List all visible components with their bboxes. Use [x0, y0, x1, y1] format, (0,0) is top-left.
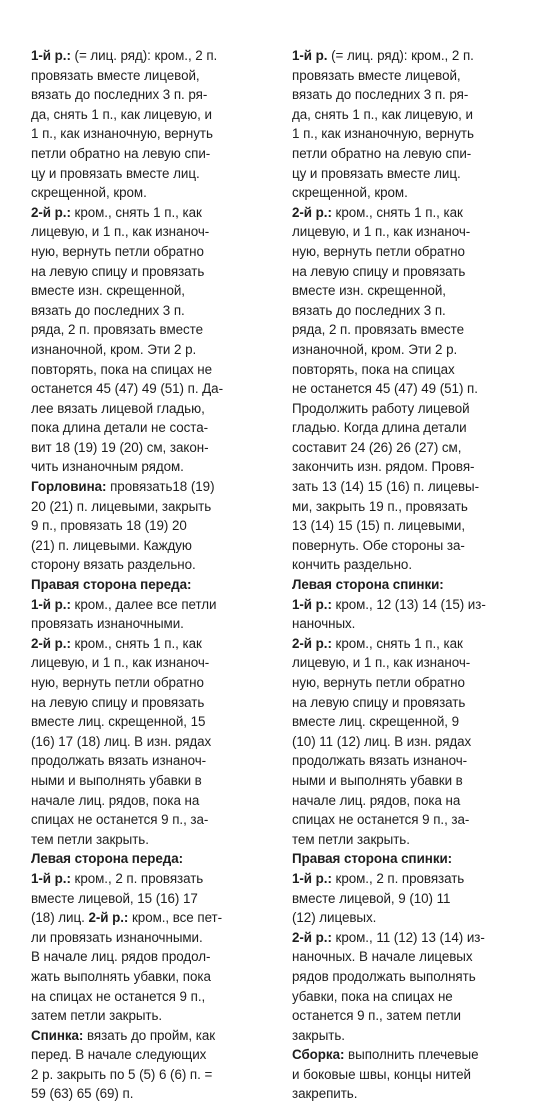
bold-heading-text: 1-й р.: — [31, 870, 71, 886]
text-line — [31, 477, 279, 497]
body-text: сторону вязать раздельно. — [31, 557, 196, 573]
text-line — [292, 242, 540, 262]
body-text: ную, вернуть петли обратно — [31, 675, 204, 690]
text-line — [31, 457, 279, 477]
text-line — [31, 771, 279, 791]
text-line — [292, 967, 540, 987]
text-line — [31, 203, 279, 223]
bold-heading-text: Спинка: — [31, 1027, 84, 1043]
text-line — [31, 418, 279, 438]
body-text: петли обратно на левую спи- — [292, 145, 472, 161]
body-text: ную, вернуть петли обратно — [292, 243, 465, 259]
text-line — [292, 653, 540, 673]
body-text: ную, вернуть петли обратно — [292, 675, 465, 690]
text-line — [31, 320, 279, 340]
text-line — [292, 830, 540, 850]
bold-heading-text: 2-й р.: — [292, 635, 332, 651]
body-text: ными и выполнять убавки в — [31, 772, 202, 788]
body-text: спицах не останется 9 п., за- — [292, 812, 470, 828]
body-text: жать выполнять убавки, пока — [31, 968, 211, 984]
body-text: продолжать вязать изнаноч- — [292, 753, 468, 769]
text-line — [31, 634, 279, 654]
body-text: 2 р. закрыть по 5 (5) 6 (6) п. = — [31, 1066, 213, 1082]
right-text-column — [292, 46, 540, 1104]
text-line — [31, 595, 279, 615]
text-line — [292, 379, 540, 399]
text-line — [292, 849, 540, 869]
text-line — [31, 222, 279, 242]
body-text: на левую спицу и провязать — [31, 263, 205, 279]
body-text: лицевую, и 1 п., как изнаноч- — [31, 224, 210, 240]
body-text: да, снять 1 п., как лицевую, и — [292, 106, 473, 122]
text-line — [292, 497, 540, 517]
text-line — [292, 516, 540, 536]
text-line — [31, 751, 279, 771]
body-text: 9 п., провязать 18 (19) 20 — [31, 518, 187, 534]
text-line — [31, 889, 279, 909]
text-line — [292, 281, 540, 301]
text-line — [292, 889, 540, 909]
text-line — [292, 183, 540, 203]
body-text: 59 (63) 65 (69) п. — [31, 1086, 134, 1102]
text-line — [292, 477, 540, 497]
text-line — [31, 967, 279, 987]
body-text: кром., 12 (13) 14 (15) из- — [331, 596, 486, 612]
body-text: кром., 11 (12) 13 (14) из- — [331, 929, 485, 945]
text-line — [292, 732, 540, 752]
body-text: 20 (21) п. лицевыми, закрыть — [31, 498, 212, 514]
text-line — [292, 1084, 540, 1104]
body-text: и боковые швы, концы нитей — [292, 1066, 471, 1082]
body-text: повторять, пока на спицах не — [31, 361, 213, 377]
body-text: начале лиц. рядов, пока на — [31, 792, 200, 808]
body-text: кончить раздельно. — [292, 557, 412, 573]
body-text: повторять, пока на спицах — [292, 361, 455, 377]
body-text: кром., далее все петли — [70, 596, 217, 612]
body-text: лицевую, и 1 п., как изнаноч- — [292, 224, 471, 240]
text-line — [31, 85, 279, 105]
body-text: ми, закрыть 19 п., провязать — [292, 498, 468, 514]
text-line — [31, 928, 279, 948]
text-line — [292, 301, 540, 321]
text-line — [292, 1026, 540, 1046]
body-text: 1 п., как изнаночную, вернуть — [31, 126, 213, 142]
text-line — [292, 222, 540, 242]
text-line — [292, 869, 540, 889]
body-text: наночных. В начале лицевых — [292, 949, 473, 965]
text-line — [31, 1065, 279, 1085]
text-line — [31, 536, 279, 556]
body-text: провязать изнаночными. — [31, 616, 184, 632]
body-text: цу и провязать вместе лиц. — [292, 165, 461, 181]
text-line — [292, 360, 540, 380]
bold-heading-text: Левая сторона переда: — [31, 851, 184, 867]
body-text: закончить изн. рядом. Провя- — [292, 459, 475, 475]
body-text: наночных. — [292, 616, 356, 632]
body-text: изнаночной, кром. Эти 2 р. — [31, 341, 197, 357]
text-line — [31, 262, 279, 282]
text-line — [31, 947, 279, 967]
text-line — [31, 360, 279, 380]
body-text: вместе изн. скрещенной, — [292, 283, 446, 299]
body-text: кром., снять 1 п., как — [331, 204, 463, 220]
body-text: на спицах не останется 9 п., — [31, 988, 206, 1004]
text-line — [31, 1045, 279, 1065]
text-line — [31, 46, 279, 66]
text-line — [292, 457, 540, 477]
body-text: кром., снять 1 п., как — [70, 635, 202, 651]
text-line — [31, 810, 279, 830]
text-line — [31, 105, 279, 125]
text-line — [292, 791, 540, 811]
bold-heading-text: 1-й р.: — [292, 596, 332, 612]
text-line — [31, 1006, 279, 1026]
text-line — [292, 1045, 540, 1065]
bold-heading-text: 2-й р.: — [292, 204, 332, 220]
body-text: перед. В начале следующих — [31, 1047, 207, 1063]
body-text: гладью. Когда длина детали — [292, 420, 467, 436]
text-line — [31, 124, 279, 144]
body-text: (= лиц. ряд): кром., 2 п. — [70, 48, 218, 63]
bold-heading-text: Правая сторона переда: — [31, 577, 192, 593]
text-line — [31, 183, 279, 203]
body-text: не останется 45 (47) 49 (51) п. — [292, 381, 478, 397]
text-line — [292, 164, 540, 184]
text-line — [31, 673, 279, 693]
body-text: вязать до последних 3 п. ря- — [31, 87, 208, 103]
text-line — [31, 379, 279, 399]
body-text: ряда, 2 п. провязать вместе — [292, 322, 464, 338]
text-line — [292, 1006, 540, 1026]
bold-heading-text: Горловина: — [31, 479, 107, 495]
text-line — [31, 164, 279, 184]
text-line — [292, 399, 540, 419]
body-text: повернуть. Обе стороны за- — [292, 537, 465, 553]
text-line — [31, 1026, 279, 1046]
body-text: (12) лицевых. — [292, 910, 377, 926]
body-text: петли обратно на левую спи- — [31, 145, 211, 161]
text-line — [31, 340, 279, 360]
text-line — [31, 516, 279, 536]
body-text: лее вязать лицевой гладью, — [31, 400, 205, 416]
text-line — [292, 987, 540, 1007]
bold-heading-text: Правая сторона спинки: — [292, 851, 453, 867]
body-text: спицах не останется 9 п., за- — [31, 812, 209, 828]
body-text: закрепить. — [292, 1086, 358, 1102]
body-text: на левую спицу и провязать — [31, 694, 205, 710]
text-line — [292, 928, 540, 948]
body-text: тем петли закрыть. — [292, 831, 410, 847]
body-text: составит 24 (26) 26 (27) см, — [292, 439, 462, 455]
body-text: провязать вместе лицевой, — [292, 67, 461, 83]
text-line — [292, 105, 540, 125]
body-text: останется 45 (47) 49 (51) п. Да- — [31, 381, 223, 397]
body-text: лицевую, и 1 п., как изнаноч- — [292, 655, 471, 671]
body-text: тем петли закрыть. — [31, 831, 149, 847]
body-text: скрещенной, кром. — [292, 185, 408, 201]
body-text: на левую спицу и провязать — [292, 263, 466, 279]
body-text: лицевую, и 1 п., как изнаноч- — [31, 655, 210, 671]
bold-heading-text: 2-й р.: — [31, 635, 71, 651]
text-line — [31, 791, 279, 811]
body-text: Продолжить работу лицевой — [292, 400, 470, 416]
body-text: (18) лиц. — [31, 910, 89, 926]
body-text: вместе изн. скрещенной, — [31, 283, 185, 299]
text-line — [292, 908, 540, 928]
body-text: кром., все пет- — [128, 910, 223, 926]
body-text: кром., 2 п. провязать — [70, 870, 204, 886]
bold-heading-text: 1-й р.: — [31, 48, 71, 63]
bold-heading-text: 2-й р.: — [292, 929, 332, 945]
text-line — [31, 653, 279, 673]
left-text-column — [31, 46, 279, 1104]
body-text: провязать вместе лицевой, — [31, 67, 200, 83]
text-line — [292, 320, 540, 340]
text-line — [31, 732, 279, 752]
text-line — [31, 987, 279, 1007]
body-text: (16) 17 (18) лиц. В изн. рядах — [31, 733, 212, 749]
text-line — [31, 693, 279, 713]
bold-heading-text: 2-й р.: — [88, 910, 129, 926]
body-text: выполнить плечевые — [344, 1047, 479, 1063]
body-text: рядов продолжать выполнять — [292, 968, 476, 984]
text-line — [292, 810, 540, 830]
body-text: ли провязать изнаночными. — [31, 929, 203, 945]
text-line — [31, 614, 279, 634]
text-line — [31, 281, 279, 301]
text-line — [292, 262, 540, 282]
body-text: (= лиц. ряд): кром., 2 п. — [327, 48, 474, 63]
text-line — [31, 849, 279, 869]
body-text: зать 13 (14) 15 (16) п. лицевы- — [292, 479, 480, 495]
text-line — [292, 634, 540, 654]
text-line — [31, 242, 279, 262]
bold-heading-text: 1-й р. — [292, 48, 328, 63]
body-text: 13 (14) 15 (15) п. лицевыми, — [292, 518, 465, 534]
text-line — [292, 673, 540, 693]
body-text: цу и провязать вместе лиц. — [31, 165, 200, 181]
body-text: вместе лиц. скрещенной, 15 — [31, 714, 206, 730]
text-line — [292, 947, 540, 967]
bold-heading-text: 2-й р.: — [31, 204, 71, 220]
body-text: вит 18 (19) 19 (20) см, закон- — [31, 439, 209, 455]
text-line — [31, 301, 279, 321]
body-text: ряда, 2 п. провязать вместе — [31, 322, 203, 338]
text-line — [292, 614, 540, 634]
body-text: (21) п. лицевыми. Каждую — [31, 537, 192, 553]
body-text: вязать до последних 3 п. ря- — [292, 87, 469, 103]
body-text: вместе лицевой, 9 (10) 11 — [292, 890, 451, 906]
body-text: скрещенной, кром. — [31, 185, 147, 201]
body-text: вместе лицевой, 15 (16) 17 — [31, 890, 198, 906]
text-line — [292, 1065, 540, 1085]
bold-heading-text: 1-й р.: — [292, 870, 332, 886]
body-text: (10) 11 (12) лиц. В изн. рядах — [292, 733, 472, 749]
text-line — [31, 555, 279, 575]
text-line — [292, 203, 540, 223]
text-line — [292, 144, 540, 164]
body-text: останется 9 п., затем петли — [292, 1008, 461, 1024]
text-line — [292, 536, 540, 556]
bold-heading-text: Левая сторона спинки: — [292, 577, 444, 593]
text-line — [31, 399, 279, 419]
text-line — [292, 575, 540, 595]
text-line — [292, 751, 540, 771]
text-line — [292, 85, 540, 105]
body-text: кром., 2 п. провязать — [331, 870, 465, 886]
text-line — [292, 66, 540, 86]
body-text: вместе лиц. скрещенной, 9 — [292, 714, 459, 730]
text-line — [31, 830, 279, 850]
body-text: пока длина детали не соста- — [31, 420, 209, 436]
text-line — [292, 418, 540, 438]
text-line — [292, 693, 540, 713]
text-line — [292, 340, 540, 360]
body-text: начале лиц. рядов, пока на — [292, 792, 461, 808]
text-line — [31, 712, 279, 732]
text-line — [292, 712, 540, 732]
text-line — [292, 124, 540, 144]
body-text: изнаночной, кром. Эти 2 р. — [292, 341, 458, 357]
text-line — [292, 46, 540, 66]
body-text: ную, вернуть петли обратно — [31, 243, 204, 259]
body-text: кром., снять 1 п., как — [331, 635, 463, 651]
text-line — [31, 908, 279, 928]
body-text: вязать до пройм, как — [83, 1027, 216, 1043]
body-text: 1 п., как изнаночную, вернуть — [292, 126, 474, 142]
bold-heading-text: 1-й р.: — [31, 596, 71, 612]
body-text: провязать18 (19) — [106, 479, 215, 495]
body-text: закрыть. — [292, 1027, 345, 1043]
body-text: да, снять 1 п., как лицевую, и — [31, 106, 212, 122]
body-text: вязать до последних 3 п. — [292, 302, 446, 318]
text-line — [292, 555, 540, 575]
body-text: вязать до последних 3 п. — [31, 302, 185, 318]
text-line — [31, 66, 279, 86]
body-text: продолжать вязать изнаноч- — [31, 753, 207, 769]
text-line — [292, 595, 540, 615]
body-text: чить изнаночным рядом. — [31, 459, 184, 475]
body-text: на левую спицу и провязать — [292, 694, 466, 710]
text-line — [31, 438, 279, 458]
bold-heading-text: Сборка: — [292, 1047, 345, 1063]
text-line — [31, 575, 279, 595]
body-text: затем петли закрыть. — [31, 1008, 163, 1024]
text-line — [292, 438, 540, 458]
text-line — [31, 869, 279, 889]
text-line — [292, 771, 540, 791]
text-line — [31, 144, 279, 164]
body-text: ными и выполнять убавки в — [292, 772, 463, 788]
text-line — [31, 497, 279, 517]
body-text: убавки, пока на спицах не — [292, 988, 453, 1004]
body-text: кром., снять 1 п., как — [70, 204, 202, 220]
text-line — [31, 1084, 279, 1104]
body-text: В начале лиц. рядов продол- — [31, 949, 211, 965]
